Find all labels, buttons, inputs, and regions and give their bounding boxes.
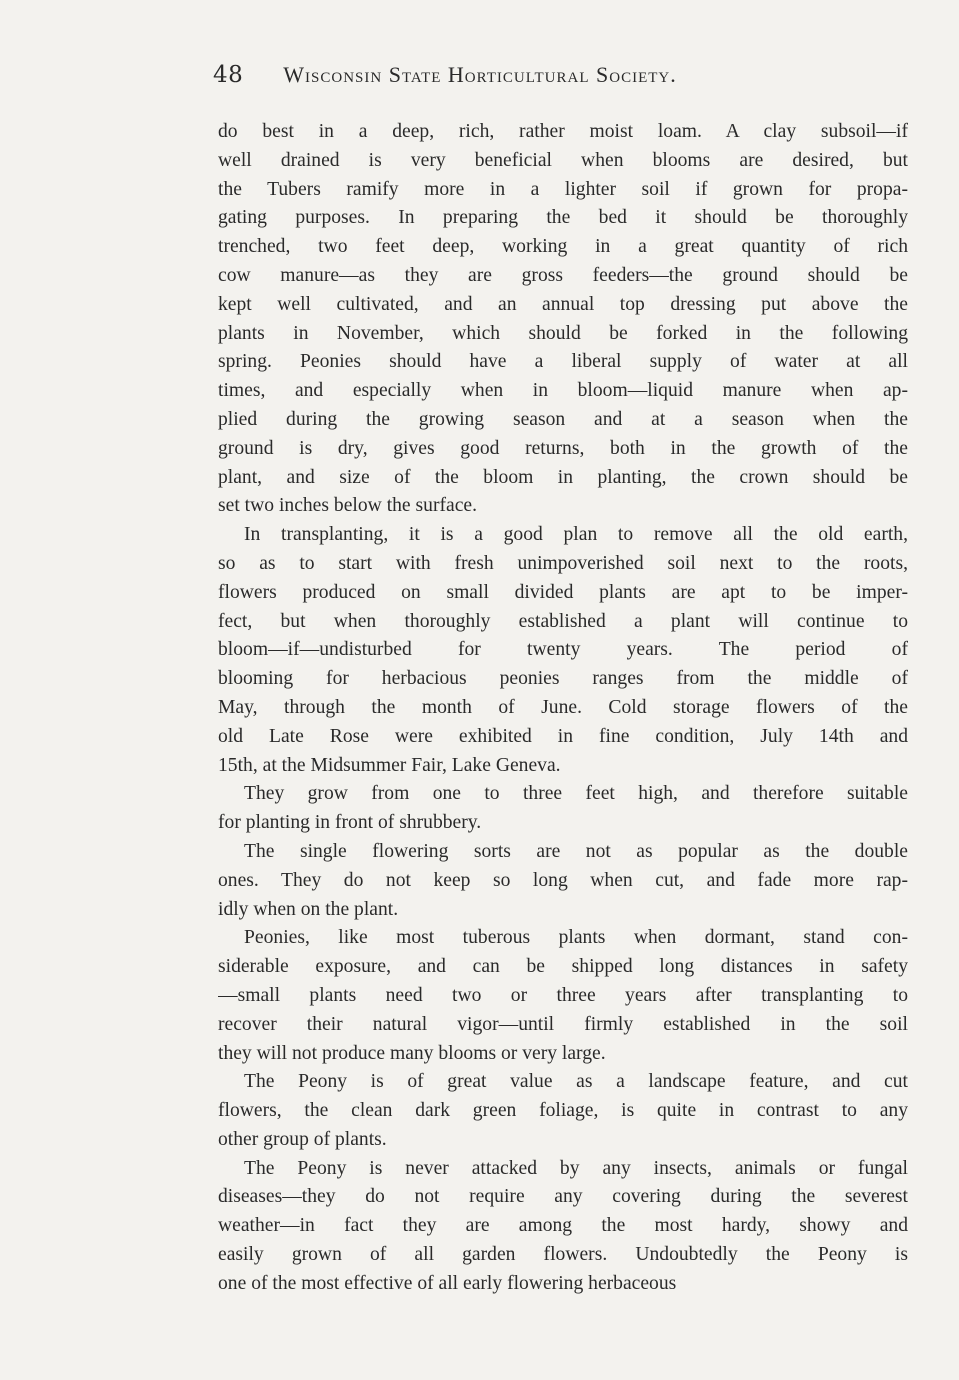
text-line: kept well cultivated, and an annual top dressing put above the: [218, 293, 908, 315]
text-line: they will not produce many blooms or very large.: [218, 1042, 606, 1064]
text-line: ones. They do not keep so long when cut, and fade more rap-: [218, 869, 908, 891]
text-line: idly when on the plant.: [218, 898, 399, 920]
text-line: plied during the growing season and at a season when the: [218, 408, 908, 430]
text-line: recover their natural vigor—until firmly established in the soil: [218, 1013, 908, 1035]
text-line: cow manure—as they are gross feeders—the ground should be: [218, 264, 908, 286]
text-line: old Late Rose were exhibited in fine condition, July 14th and: [218, 725, 908, 747]
page-number: 48: [213, 62, 244, 88]
text-line: fect, but when thoroughly established a plant will continue to: [218, 610, 908, 632]
text-line: —small plants need two or three years after transplanting to: [218, 984, 908, 1006]
text-line: do best in a deep, rich, rather moist loam. A clay subsoil—if: [218, 121, 908, 142]
text-line: blooming for herbacious peonies ranges from the middle of: [218, 668, 908, 690]
text-line: diseases—they do not require any covering during the severest: [218, 1186, 908, 1208]
text-line: gating purposes. In preparing the bed it should be thoroughly: [218, 207, 908, 229]
text-line: They grow from one to three feet high, and therefore suitable: [244, 783, 908, 805]
text-line: In transplanting, it is a good plan to remove all the old earth,: [244, 524, 908, 546]
body-text: [218, 118, 908, 1299]
text-line: the Tubers ramify more in a lighter soil if grown for propa-: [218, 178, 908, 200]
paragraph: [218, 924, 908, 1068]
text-line: ground is dry, gives good returns, both in the growth of the: [218, 437, 908, 459]
text-line: bloom—if—undisturbed for twenty years. The period of: [218, 639, 908, 661]
text-line: easily grown of all garden flowers. Undoubtedly the Peony is: [218, 1244, 908, 1266]
text-line: The single flowering sorts are not as popular as the double: [244, 840, 908, 862]
text-line: other group of plants.: [218, 1128, 387, 1150]
text-line: set two inches below the surface.: [218, 495, 477, 517]
header-title: Wisconsin State Horticultural Society.: [283, 62, 677, 87]
text-line: 15th, at the Midsummer Fair, Lake Geneva.: [218, 754, 561, 776]
text-line: The Peony is never attacked by any insects, animals or fungal: [244, 1157, 908, 1179]
text-line: May, through the month of June. Cold storage flowers of the: [218, 696, 908, 718]
text-line: siderable exposure, and can be shipped long distances in safety: [218, 956, 908, 978]
text-line: plant, and size of the bloom in planting, the crown should be: [218, 466, 908, 488]
text-line: so as to start with fresh unimpoverished soil next to the roots,: [218, 552, 908, 574]
paragraph: [218, 521, 908, 780]
text-line: The Peony is of great value as a landscape feature, and cut: [244, 1071, 908, 1093]
paragraph: [218, 838, 908, 924]
running-head: [213, 62, 813, 96]
text-line: Peonies, like most tuberous plants when dormant, stand con-: [244, 927, 908, 949]
text-line: plants in November, which should be forked in the following: [218, 322, 908, 344]
text-line: flowers, the clean dark green foliage, is quite in contrast to any: [218, 1100, 908, 1122]
text-line: well drained is very beneficial when blooms are desired, but: [218, 149, 908, 171]
paragraph: [218, 118, 908, 521]
paragraph: [218, 780, 908, 838]
text-line: flowers produced on small divided plants are apt to be imper-: [218, 581, 908, 603]
text-line: for planting in front of shrubbery.: [218, 812, 482, 834]
text-line: trenched, two feet deep, working in a great quantity of rich: [218, 236, 908, 258]
text-line: one of the most effective of all early flowering herbaceous: [218, 1272, 677, 1294]
text-line: spring. Peonies should have a liberal supply of water at all: [218, 351, 908, 373]
paragraph: [218, 1155, 908, 1299]
paragraph: [218, 1068, 908, 1154]
text-line: times, and especially when in bloom—liquid manure when ap-: [218, 380, 908, 402]
text-line: weather—in fact they are among the most hardy, showy and: [218, 1215, 908, 1237]
